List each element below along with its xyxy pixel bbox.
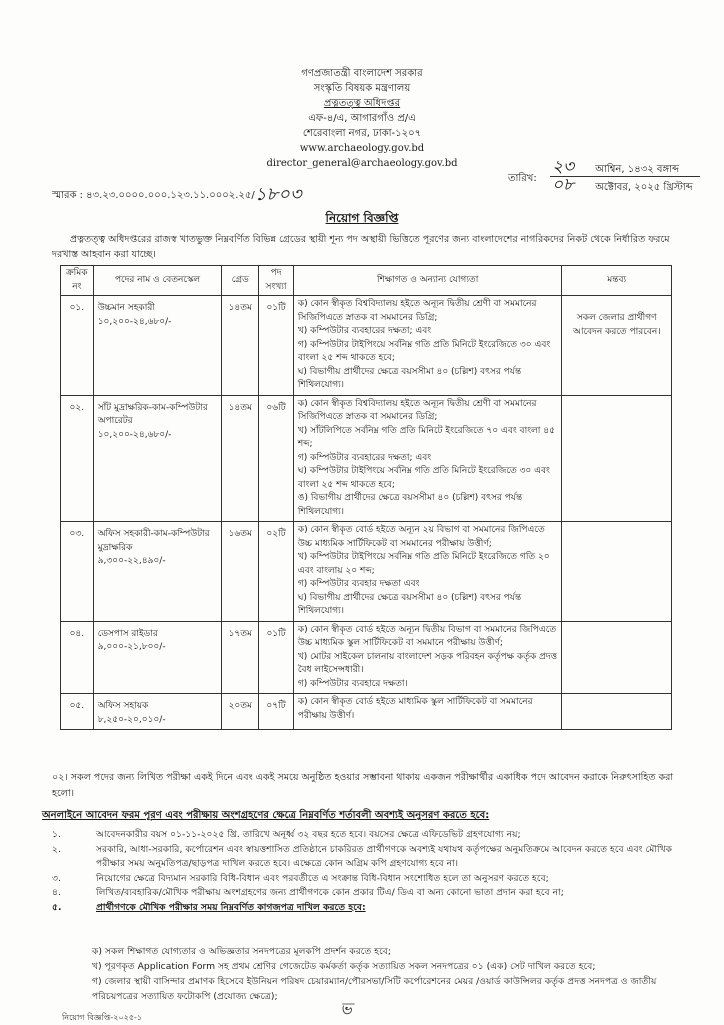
post-name: উচ্চমান সহকারী xyxy=(97,303,155,313)
qualification-item: ক) কোন স্বীকৃত বিশ্ববিদ্যালয় হইতে অন্যূন দ্বিতীয় শ্রেণী বা সমমানের সিজিপিএতে স্নাতক বা সমমানের ডিগ্রি; xyxy=(297,398,537,422)
cell-post-count: ০৬টি xyxy=(259,395,294,522)
condition-number: ৪. xyxy=(52,887,61,898)
bangla-day: ২৩ xyxy=(552,157,575,177)
header-post: পদের নাম ও বেতনস্কেল xyxy=(93,266,222,296)
qualification-item: ঘ) কম্পিউটার টাইপিংয়ে সর্বনিম্ন গতি প্রতি মিনিটে ইংরেজিতে ৩০ এবং বাংলা ২৫ শব্দ থাকতে হবে; xyxy=(297,466,550,490)
post-name: সাঁট মুদ্রাক্ষরিক-কাম-কম্পিউটার অপারেটর xyxy=(97,402,208,426)
header-post-count: পদ সংখ্যা xyxy=(259,266,294,296)
office-header xyxy=(0,66,724,171)
header-line: প্রত্নতত্ত্ব অধিদপ্তর xyxy=(323,98,401,109)
qualification-item: খ) সাঁটলিপিতে সর্বনিম্ন গতি প্রতি মিনিটে ইংরেজিতে ৭০ এবং বাংলা ৪৫ শব্দ; xyxy=(297,425,555,449)
cell-qualification xyxy=(293,522,562,622)
cell-qualification xyxy=(293,296,562,396)
header-line: গণপ্রজাতন্ত্রী বাংলাদেশ সরকার xyxy=(301,68,423,79)
post-name: অফিস সহকারী-কাম-কম্পিউটার মুদ্রাক্ষরিক xyxy=(97,529,210,553)
post-name: ডেসপাস রাইডার xyxy=(97,628,158,639)
cell-qualification xyxy=(293,621,562,694)
qualification-item: গ) কম্পিউটার ব্যবহার দক্ষতা এবং xyxy=(297,579,420,589)
cell-serial: ০৩. xyxy=(61,522,94,622)
english-day: ০৮ xyxy=(552,175,575,195)
pay-scale: ৮,২৫০-২০,০১০/- xyxy=(97,714,166,725)
cell-grade: ১৪তম xyxy=(222,395,259,522)
cell-qualification xyxy=(293,694,562,730)
subitem: খ) পূরণকৃত Application Form সহ প্রথম শ্রেণির গেজেটেড কর্মকর্তা কর্তৃক সত্যায়িত সকল সনদপত্রের ০১ (এক) সেট দাখিল করতে হবে; xyxy=(92,961,596,972)
cell-grade: ২০তম xyxy=(222,694,259,730)
pay-scale: ১০,২০০-২৪,৬৮০/- xyxy=(97,429,172,440)
header-serial: ক্রমিক নং xyxy=(61,266,94,296)
cell-remarks xyxy=(562,621,672,694)
subitem: গ) জেলার স্থায়ী বাসিন্দার প্রমাণক হিসেবে ইউনিয়ন পরিষদ চেয়ারম্যান/পৌরসভা/সিটি কর্পোরেশনের মেয়র /ওয়ার্ড কাউন্সিলর কর্তৃক প্রদত্ত সনদপত্র ও জাতীয় পরিচয়পত্রের সত্যায়িত ফটোকপি (প্রযোজ্য ক্ষেত্রে); xyxy=(92,976,657,1002)
cell-remarks xyxy=(562,694,672,730)
post-name: অফিস সহায়ক xyxy=(97,701,149,711)
qualification-item: ক) কোন স্বীকৃত বোর্ড হইতে অন্যূন দ্বিতীয় বিভাগ বা সমমানের জিপিএতে উচ্চ মাধ্যমিক স্কুল সার্টিফিকেট বা সমমানে পরীক্ষায় উত্তীর্ণ; xyxy=(297,624,557,648)
cell-post xyxy=(93,296,222,396)
header-line: শেরেবাংলা নগর, ঢাকা-১২০৭ xyxy=(302,128,422,139)
table-row xyxy=(61,621,672,694)
conditions-title: অনলাইনে আবেদন ফরম পূরণ এবং পরীক্ষায় অংশগ্রহণের ক্ষেত্রে নিম্নবর্ণিত শর্তাবলী অবশ্যই অনুসরণ করতে হবে: xyxy=(42,810,490,821)
header-line: www.archaeology.gov.bd xyxy=(299,143,425,154)
pay-scale: ৯,০০০-২১,৮০০/- xyxy=(97,642,166,652)
header-grade: গ্রেড xyxy=(222,266,259,296)
signature-initial: ভ xyxy=(340,999,352,1018)
memo-handwritten-number: ১৮০৩ xyxy=(254,184,302,205)
qualification-item: গ) কম্পিউটার ব্যবহারে দক্ষতা। xyxy=(297,678,408,689)
footer-reference: নিয়োগ বিজ্ঞপ্তি-২০২৫-১ xyxy=(62,1013,143,1022)
pay-scale: ৯,৩০০-২২,৪৯০/- xyxy=(97,556,166,566)
qualification-item: খ) মোটর সাইকেল চালনায় বাংলাদেশ সড়ক পরিবহন কর্তৃপক্ষ কর্তৃক প্রদত্ত বৈধ লাইসেন্সধারী। xyxy=(297,651,558,675)
cell-post xyxy=(93,395,222,522)
english-month: অক্টোবর, ২০২৫ খ্রিস্টাব্দ xyxy=(595,182,693,193)
condition-item xyxy=(44,872,684,887)
cell-remarks xyxy=(562,296,672,396)
cell-post-count: ০৭টি xyxy=(259,694,294,730)
condition-number: ১. xyxy=(52,829,61,840)
table-header-row xyxy=(61,266,672,296)
vacancy-table xyxy=(60,265,672,730)
pay-scale: ১০,২০০-২৪,৬৮০/- xyxy=(97,316,172,327)
qualification-item: খ) কম্পিউটার টাইপিংয়ে সর্বনিম্ন গতি প্রতি মিনিটে ইংরেজিতে গতি ২০ এবং বাংলায় ২০ শব্দ; xyxy=(297,552,550,576)
multiple-post-note: ০২। সকল পদের জন্য লিখিত পরীক্ষা একই দিনে এবং একই সময়ে অনুষ্ঠিত হওয়ার সম্ভাবনা থাকায় একজন পরীক্ষার্থীর একাধিক পদে আবেদন করাকে নিরুৎসাহিত করা হলো। xyxy=(52,772,674,799)
cell-serial: ০২. xyxy=(61,395,94,522)
table-row xyxy=(61,694,672,730)
notice-title: নিয়োগ বিজ্ঞপ্তি xyxy=(325,211,399,225)
table-row xyxy=(61,296,672,396)
cell-grade: ১৬তম xyxy=(222,522,259,622)
qualification-item: খ) কম্পিউটার ব্যবহারের দক্ষতা; এবং xyxy=(297,326,432,336)
date-label: তারিখ: xyxy=(508,173,537,184)
cell-serial: ০৪. xyxy=(61,621,94,694)
cell-serial: ০৫. xyxy=(61,694,94,730)
cell-remarks xyxy=(562,522,672,622)
cell-grade: ১৪তম xyxy=(222,296,259,396)
qualification-item: ক) কোন স্বীকৃত বিশ্ববিদ্যালয় হইতে অন্যূন দ্বিতীয় শ্রেণী বা সমমানের সিজিপিএতে স্নাতক বা সমমানের ডিগ্রি; xyxy=(297,299,537,323)
condition-text: লিখিত/ব্যবহারিক/মৌখিক পরীক্ষায় অংশগ্রহণের জন্য প্রার্থীগণকে কোন প্রকার টিএ/ ডিএ বা অন্য কোনো ভাতা প্রদান করা হবে না; xyxy=(96,887,564,898)
condition-text: প্রার্থীগণকে মৌখিক পরীক্ষার সময় নিম্নবর্ণিত কাগজপত্র দাখিল করতে হবে: xyxy=(96,901,366,913)
document-subitems xyxy=(92,944,690,1004)
header-line: এফ-৪/এ, আগারগাঁও প্র/এ xyxy=(308,113,416,124)
condition-number: ৫. xyxy=(52,901,62,913)
cell-post xyxy=(93,621,222,694)
qualification-item: ঘ) বিভাগীয় প্রার্থীদের ক্ষেত্রে বয়সসীমা ৪০ (চল্লিশ) বৎসর পর্যন্ত শিথিলযোগ্য। xyxy=(297,366,522,390)
cell-post xyxy=(93,522,222,622)
cell-serial: ০১. xyxy=(61,296,94,396)
qualification-item: ক) কোন স্বীকৃত বোর্ড হইতে মাধ্যমিক স্কুল সার্টিফিকেট বা সমমানের পরীক্ষায় উত্তীর্ণ। xyxy=(297,697,533,721)
condition-number: ৩. xyxy=(52,872,61,884)
english-date xyxy=(552,176,693,197)
memo-label: স্মারক : ৪৩.২৩.০০০০.০০০.১২৩.১১.০০০২.২৫/ xyxy=(52,190,255,201)
qualification-item: ক) কোন স্বীকৃত বোর্ড হইতে অন্যূন ২য় বিভাগ বা সমমানের জিপিএতে উচ্চ মাধ্যমিক সার্টিফিকেট বা সমমানের পরীক্ষায় উত্তীর্ণ; xyxy=(297,525,545,549)
table-row xyxy=(61,395,672,522)
qualification-item: ঘ) বিভাগীয় প্রার্থীদের ক্ষেত্রে বয়সসীমা ৪০ (চল্লিশ) বৎসর পর্যন্ত শিথিলযোগ্য। xyxy=(297,592,522,616)
table-row xyxy=(61,522,672,622)
condition-number: ২. xyxy=(52,843,61,855)
condition-item xyxy=(44,901,684,916)
header-qualification: শিক্ষাগত ও অন্যান্য যোগ্যতা xyxy=(293,266,562,296)
condition-text: আবেদনকারীর বয়স ০১-১১-২০২৫ খ্রি. তারিখে অনূর্ধ্ব ৩২ বছর হতে হবে। বয়সের ক্ষেত্রে এফিডেভিট গ্রহণযোগ্য নয়; xyxy=(96,829,521,840)
conditions-list xyxy=(44,828,684,915)
qualification-item: ঙ) বিভাগীয় প্রার্থীদের ক্ষেত্রে বয়সসীমা ৪০ (চল্লিশ) বৎসর পর্যন্ত শিথিলযোগ্য। xyxy=(297,493,523,517)
remark-text: সকল জেলার প্রার্থীগণ আবেদন করতে পারবেন। xyxy=(572,313,661,337)
qualification-item: গ) কম্পিউটার ব্যবহারের দক্ষতা; এবং xyxy=(297,452,432,463)
cell-post-count: ০১টি xyxy=(259,296,294,396)
header-remarks: মন্তব্য xyxy=(562,266,672,296)
cell-qualification xyxy=(293,395,562,522)
condition-item xyxy=(44,886,684,901)
intro-paragraph: প্রত্নতত্ত্ব অধিদপ্তরের রাজস্ব খাতভুক্ত নিম্নবর্ণিত বিভিন্ন গ্রেডের স্থায়ী শূন্য পদ অস্থায়ী ভিত্তিতে পূরণের জন্য বাংলাদেশের নাগরিকদের নিকট থেকে নির্ধারিত ফরমে দরখাস্ত আহবান করা যাচ্ছে। xyxy=(52,234,670,260)
memo-number xyxy=(52,180,302,211)
cell-post xyxy=(93,694,222,730)
condition-item xyxy=(44,828,684,843)
condition-item xyxy=(44,843,684,872)
header-line: সংস্কৃতি বিষয়ক মন্ত্রণালয় xyxy=(313,83,411,94)
subitem: ক) সকল শিক্ষাগত যোগ্যতার ও অভিজ্ঞতার সনদপত্রের মূলকপি প্রদর্শন করতে হবে; xyxy=(92,946,391,957)
condition-text: নিয়োগের ক্ষেত্রে বিদ্যমান সরকারি বিধি-বিধান এবং পরবর্তীতে এ সংক্রান্ত বিধি-বিধান সংশোধিত হলে তা অনুসরণ করতে হবে; xyxy=(96,872,549,884)
condition-text: সরকারি, আধা-সরকারি, কর্পোরেশন এবং স্বায়ত্তশাসিত প্রতিষ্ঠানে চাকরিরত প্রার্থীগণকে অবশ্যই যথাযথ কর্তৃপক্ষের অনুমতিক্রমে আবেদন করতে হবে এবং মৌখিক পরীক্ষার সময় অনুমতিপত্র/ছাড়পত্র দাখিল করতে হবে। এক্ষেত্রে কোন অগ্রিম কপি গ্রহণযোগ্য হবে না। xyxy=(96,843,673,869)
qualification-item: গ) কম্পিউটার টাইপিংয়ে সর্বনিম্ন গতি প্রতি মিনিটে ইংরেজিতে ৩০ এবং বাংলা ২৫ শব্দ থাকতে হবে; xyxy=(297,339,551,363)
cell-remarks xyxy=(562,395,672,522)
bangla-month: আশ্বিন, ১৪৩২ বঙ্গাব্দ xyxy=(595,164,680,175)
cell-grade: ১৭তম xyxy=(222,621,259,694)
cell-post-count: ০১টি xyxy=(259,621,294,694)
cell-post-count: ০২টি xyxy=(259,522,294,622)
header-line: director_general@archaeology.gov.bd xyxy=(266,158,458,169)
